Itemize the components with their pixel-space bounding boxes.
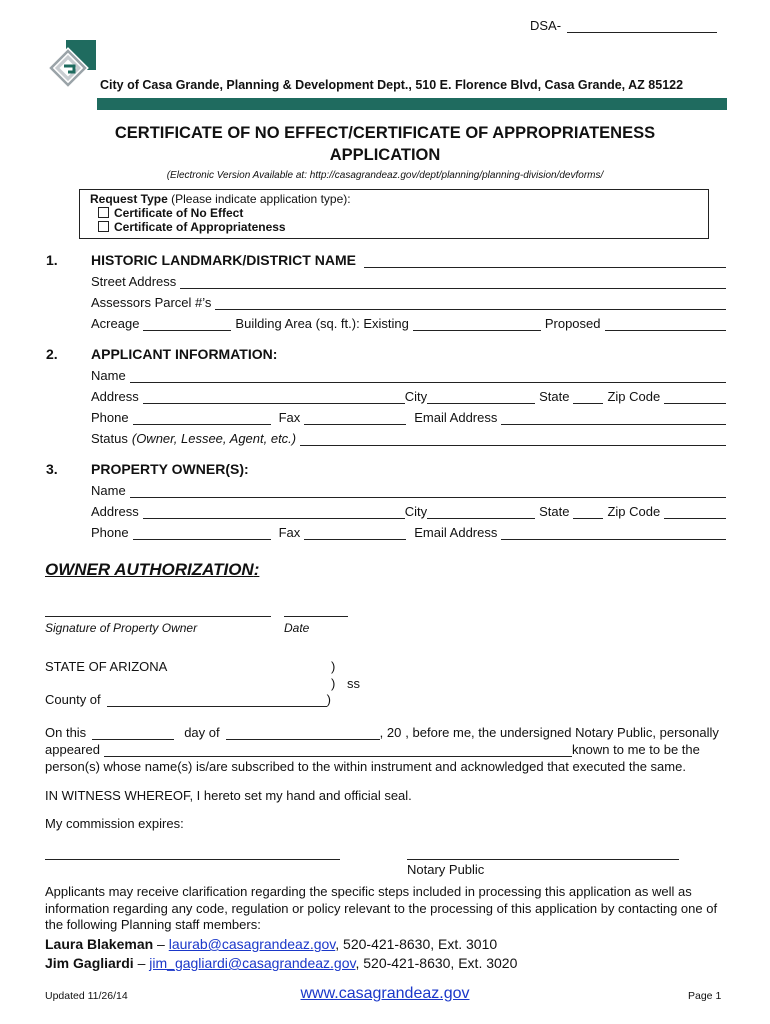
applicant-phone-line[interactable] [133,412,271,425]
on-this-label: On this [45,725,87,740]
owner-address-row [91,501,726,519]
parcel-label: Assessors Parcel #’s [91,295,212,310]
owner-authorization-text: OWNER AUTHORIZATION [45,560,254,579]
option-appropriateness-label: Certificate of Appropriateness [114,220,286,234]
owner-zip-line[interactable] [664,506,726,519]
notary-public-caption: Notary Public [407,862,485,877]
owner-phone-row [91,522,726,540]
signature-line[interactable] [45,616,271,617]
contact-jim [45,955,517,971]
paren-2: ) [331,676,336,691]
before-me-text: , before me, the undersigned Notary Public, personally [405,725,719,740]
applicant-city-line[interactable] [427,391,535,404]
owner-zip-label: Zip Code [607,504,661,519]
section1-title: HISTORIC LANDMARK/DISTRICT NAME [91,252,356,268]
dsa-field [530,18,717,33]
street-address-label: Street Address [91,274,177,289]
owner-state-label: State [539,504,570,519]
owner-address-line[interactable] [143,506,405,519]
commission-line[interactable] [45,859,340,860]
section2-title: APPLICANT INFORMATION: [91,346,278,362]
date-line[interactable] [284,616,348,617]
owner-name-line[interactable] [130,485,726,498]
applicant-address-row [91,386,726,404]
owner-fax-label: Fax [278,525,301,540]
notary-line2 [45,742,700,757]
acreage-line[interactable] [143,318,231,331]
existing-area-line[interactable] [413,318,541,331]
owner-city-line[interactable] [427,506,535,519]
header-bar [97,98,727,110]
checkbox-appropriateness[interactable] [98,221,109,232]
parcel-line[interactable] [215,297,726,310]
applicant-email-line[interactable] [501,412,726,425]
county-label: County of [45,692,101,707]
applicant-status-row [91,428,726,446]
notary-line1 [45,725,719,740]
applicant-address-label: Address [91,389,139,404]
contact-jim-dash: – [133,955,150,971]
paren-1: ) [331,659,336,674]
month-line[interactable] [226,727,380,740]
commission-text: My commission expires: [45,816,184,831]
state-of-arizona: STATE OF ARIZONA [45,659,168,674]
dsa-line[interactable] [567,20,717,33]
owner-address-label: Address [91,504,139,519]
county-row [45,692,331,707]
appeared-label: appeared [45,742,100,757]
day-of-label: day of [184,725,220,740]
section3-title-row [91,459,726,477]
applicant-state-line[interactable] [573,391,603,404]
applicant-phone-label: Phone [91,410,129,425]
year-label: , 20 [379,725,402,740]
owner-phone-label: Phone [91,525,129,540]
paren-3: ) [326,692,331,707]
applicant-zip-label: Zip Code [607,389,661,404]
title-line2: APPLICATION [329,146,441,164]
applicant-phone-row [91,407,726,425]
owner-fax-line[interactable] [304,527,406,540]
date-caption: Date [284,621,310,635]
county-line[interactable] [107,694,327,707]
applicant-email-label: Email Address [414,410,498,425]
owner-name-label: Name [91,483,126,498]
applicant-status-label: Status [91,431,128,446]
contact-laura-dash: – [153,936,169,952]
option-no-effect[interactable] [90,206,698,220]
option-appropriateness[interactable] [90,220,698,234]
contact-jim-name: Jim Gagliardi [45,955,134,971]
applicant-name-row [91,365,726,383]
section1-number: 1. [46,252,58,268]
ss-label: ss [347,676,360,691]
proposed-area-line[interactable] [605,318,727,331]
department-address: City of Casa Grande, Planning & Development Dept., 510 E. Florence Blvd, Casa Grande, AZ 85122 [100,78,684,92]
owner-authorization-colon: : [253,560,260,579]
applicant-zip-line[interactable] [664,391,726,404]
contact-jim-email[interactable]: jim_gagliardi@casagrandeaz.gov [149,955,356,971]
page-title [0,122,770,166]
option-no-effect-label: Certificate of No Effect [114,206,244,220]
acreage-label: Acreage [91,316,140,331]
applicant-address-line[interactable] [143,391,405,404]
request-type-heading [90,192,698,206]
owner-state-line[interactable] [573,506,603,519]
request-type-hint: (Please indicate application type): [171,192,351,206]
applicant-city-label: City [404,389,428,404]
contact-intro: Applicants may receive clarification regarding the specific steps included in processing this application as well as information regarding any code, regulation or policy relevant to the processing of this application by contacting one of the following Planning staff members: [45,884,718,932]
street-address-row [91,271,726,289]
updated-date: Updated 11/26/14 [45,990,128,1002]
contact-laura-name: Laura Blakeman [45,936,154,952]
owner-name-row [91,480,726,498]
signature-caption: Signature of Property Owner [45,621,198,635]
contact-laura-email[interactable]: laurab@casagrandeaz.gov [168,936,336,952]
known-text: known to me to be the [571,742,700,757]
owner-phone-line[interactable] [133,527,271,540]
applicant-fax-label: Fax [278,410,301,425]
section3-title: PROPERTY OWNER(S): [91,461,249,477]
applicant-name-line[interactable] [130,370,726,383]
applicant-status-hint: (Owner, Lessee, Agent, etc.) [131,431,297,446]
owner-email-line[interactable] [501,527,726,540]
landmark-name-line[interactable] [364,255,726,268]
witness-text: IN WITNESS WHEREOF, I hereto set my hand and official seal. [45,788,412,803]
applicant-fax-line[interactable] [304,412,406,425]
parcel-row [91,292,726,310]
appeared-line[interactable] [104,744,572,757]
contact-laura-phone: , 520-421-8630, Ext. 3010 [335,936,498,952]
dsa-label: DSA- [530,18,562,33]
owner-authorization-heading [45,560,259,580]
section2-title-row [91,344,726,362]
owner-city-label: City [404,504,428,519]
applicant-status-line[interactable] [300,433,726,446]
city-logo [46,38,98,90]
proposed-label: Proposed [544,316,601,331]
page-number: Page 1 [688,990,722,1002]
request-type-label: Request Type [90,192,168,206]
on-this-day-line[interactable] [92,727,174,740]
applicant-name-label: Name [91,368,126,383]
electronic-version-note: (Electronic Version Available at: http://casagrandeaz.gov/dept/planning/planning-division/devforms/ [166,170,604,181]
building-area-label: Building Area (sq. ft.): Existing [235,316,409,331]
acreage-row [91,313,726,331]
request-type-box [79,189,709,239]
contact-jim-phone: , 520-421-8630, Ext. 3020 [355,955,518,971]
contact-laura [45,936,497,952]
notary-signature-line[interactable] [407,859,679,860]
section2-number: 2. [46,346,58,362]
title-line1: CERTIFICATE OF NO EFFECT/CERTIFICATE OF APPROPRIATENESS [114,124,656,142]
street-address-line[interactable] [180,276,726,289]
website-link[interactable]: www.casagrandeaz.gov [300,985,470,1002]
persons-text: person(s) whose name(s) is/are subscribed to the within instrument and acknowledged that executed the same. [45,759,686,774]
applicant-state-label: State [539,389,570,404]
section3-number: 3. [46,461,58,477]
owner-email-label: Email Address [414,525,498,540]
checkbox-no-effect[interactable] [98,207,109,218]
section1-title-row [91,250,726,268]
